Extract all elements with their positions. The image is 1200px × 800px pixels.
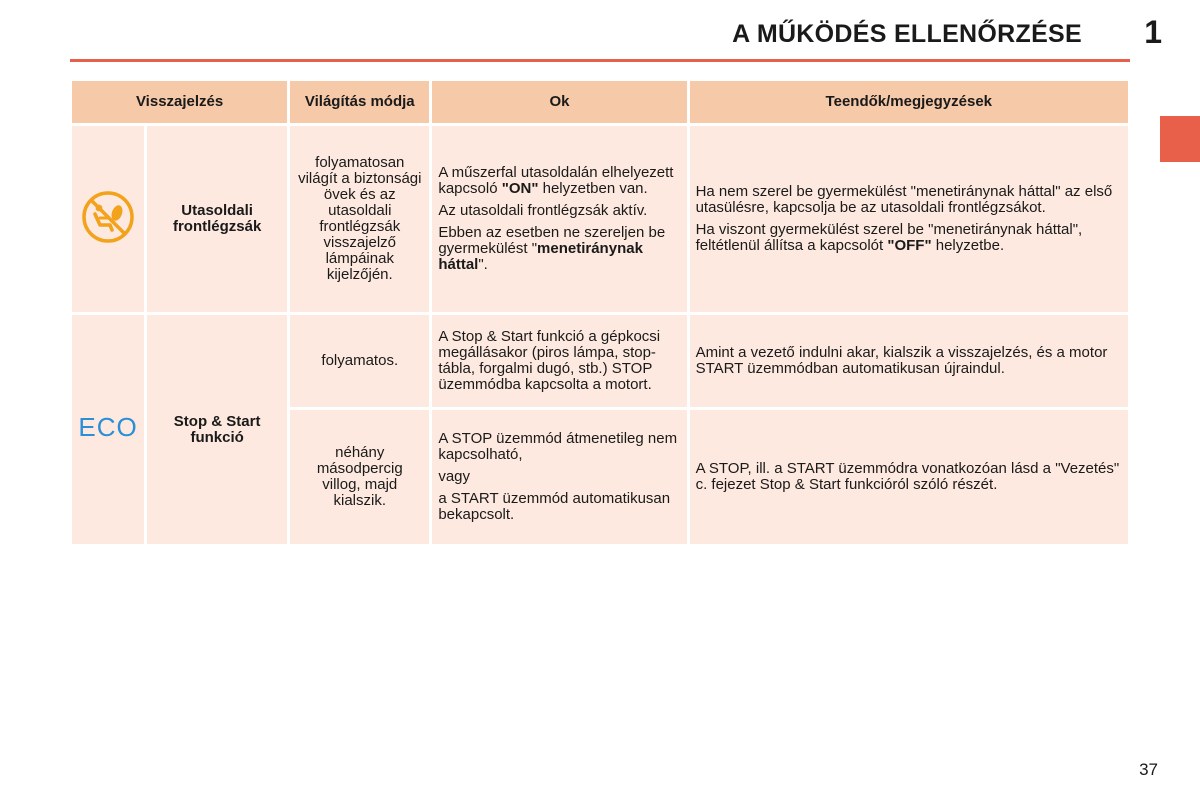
airbag-cause — [432, 126, 686, 312]
airbag-lighting-mode: folyamatosan világít a biztonsági övek és az utasoldali frontlégzsák visszajelző lámpáinak kijelzőjén. — [290, 126, 429, 312]
page-number: 37 — [1139, 760, 1158, 779]
eco-icon-cell — [72, 315, 144, 544]
airbag-action-paragraph: Ha nem szerel be gyermekülést "menetiránynak háttal" az első utasülésre, kapcsolja be az utasoldali frontlégzsákot. — [695, 183, 1113, 216]
stopstart-lighting-continuous: folyamatos. — [290, 315, 429, 407]
chapter-tab-marker — [1160, 116, 1200, 162]
table-row-stopstart-continuous — [72, 315, 1128, 407]
stopstart-cause-paragraph: A STOP üzemmód átmenetileg nem kapcsolható, — [438, 430, 678, 463]
stopstart-action-flashing: A STOP, ill. a START üzemmódra vonatkozóan lásd a "Vezetés" c. fejezet Stop & Start funkcióról szóló részét. — [690, 410, 1128, 544]
warning-lights-table — [69, 78, 1131, 547]
column-header-lighting: Világítás módja — [290, 81, 429, 123]
stopstart-action-continuous: Amint a vezető indulni akar, kialszik a visszajelzés, és a motor START üzemmódban automatikusan újraindul. — [690, 315, 1128, 407]
column-header-indicator: Visszajelzés — [72, 81, 287, 123]
column-header-cause: Ok — [432, 81, 686, 123]
stopstart-lighting-flashing: néhány másodpercig villog, majd kialszik. — [290, 410, 429, 544]
stopstart-cause-paragraph: vagy — [438, 468, 471, 485]
stopstart-cause-paragraph: a START üzemmód automatikusan bekapcsolt. — [438, 490, 671, 523]
table-row-airbag — [72, 126, 1128, 312]
airbag-action-paragraph: Ha viszont gyermekülést szerel be "menetiránynak háttal", feltétlenül állítsa a kapcsolót "OFF" helyzetbe. — [695, 221, 1083, 254]
table-header-row — [72, 81, 1128, 123]
header-divider — [70, 59, 1130, 62]
airbag-action — [690, 126, 1128, 312]
airbag-cause-paragraph: Ebben az esetben ne szereljen be gyermekülést "menetiránynak háttal". — [438, 224, 666, 273]
airbag-off-warning-icon — [80, 189, 136, 245]
airbag-cause-paragraph: A műszerfal utasoldalán elhelyezett kapcsoló "ON" helyzetben van. — [438, 164, 674, 197]
column-header-action: Teendők/megjegyzések — [690, 81, 1128, 123]
page-title: A MŰKÖDÉS ELLENŐRZÉSE — [732, 20, 1082, 48]
chapter-number: 1 — [1144, 14, 1162, 50]
airbag-indicator-name: Utasoldali frontlégzsák — [147, 126, 287, 312]
airbag-cause-paragraph: Az utasoldali frontlégzsák aktív. — [438, 202, 648, 219]
stopstart-indicator-name: Stop & Start funkció — [147, 315, 287, 544]
stopstart-cause-continuous: A Stop & Start funkció a gépkocsi megállásakor (piros lámpa, stop-tábla, forgalmi dugó, stb.) STOP üzemmódba kapcsolta a motort. — [432, 315, 686, 407]
eco-icon: ECO — [78, 412, 138, 442]
airbag-icon-cell — [72, 126, 144, 312]
stopstart-cause-flashing — [432, 410, 686, 544]
